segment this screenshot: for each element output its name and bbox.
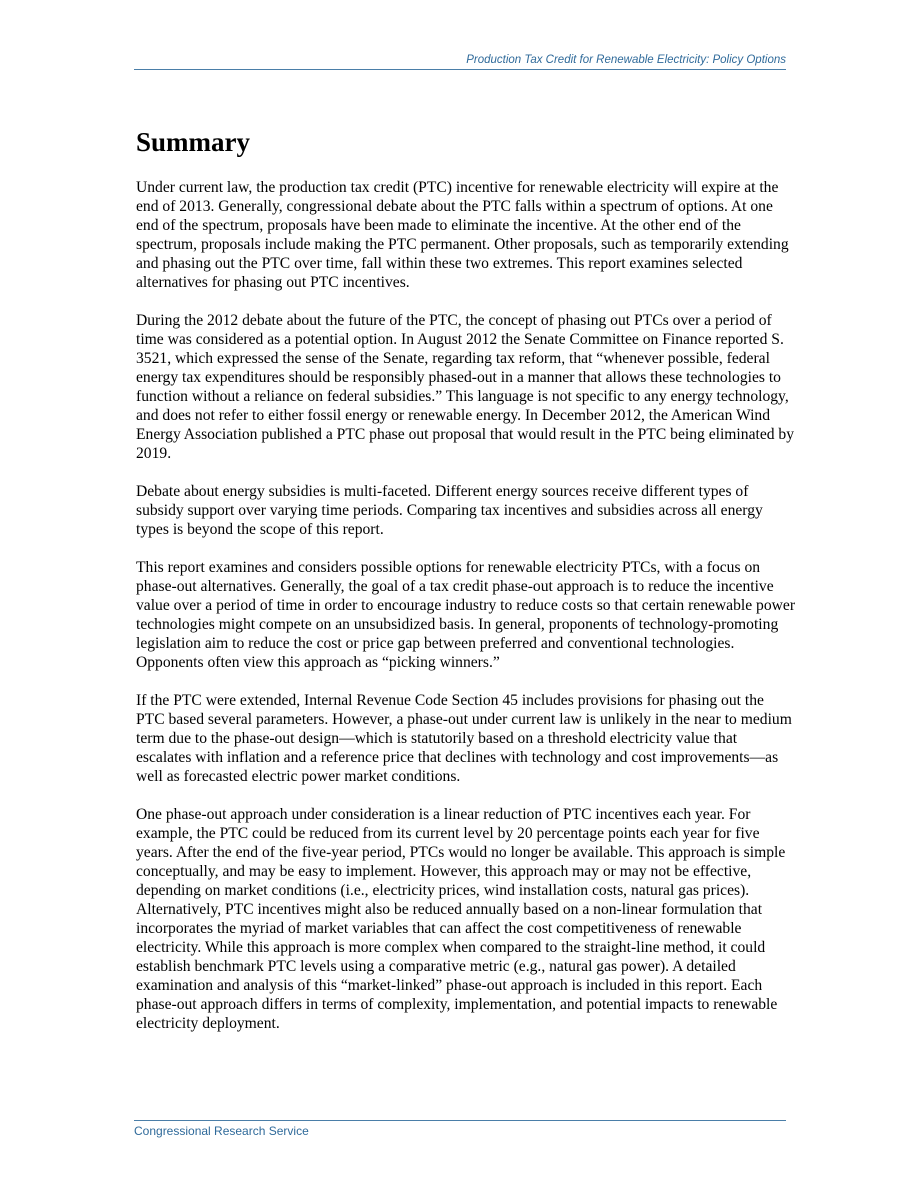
paragraph-2: During the 2012 debate about the future of the PTC, the concept of phasing out PTCs over a period of time was considered as a potential option. In August 2012 the Senate Committee on Finance reported S. 3521, which expressed the sense of the Senate, regarding tax reform, that “whenever possible, federal energy tax expenditures should be responsibly phased-out in a manner that allows these technologies to function without a reliance on federal subsidies.” This language is not specific to any energy technology, and does not refer to either fossil energy or renewable energy. In December 2012, the American Wind Energy Association published a PTC phase out proposal that would result in the PTC being eliminated by 2019. xyxy=(136,312,795,462)
paragraph-5: If the PTC were extended, Internal Revenue Code Section 45 includes provisions for phasing out the PTC based several parameters. However, a phase-out under current law is unlikely in the near to medium term due to the phase-out design—which is statutorily based on a threshold electricity value that escalates with inflation and a reference price that declines with technology and cost improvements—as well as forecasted electric power market conditions. xyxy=(136,692,792,785)
paragraph-3: Debate about energy subsidies is multi-faceted. Different energy sources receive different types of subsidy support over varying time periods. Comparing tax incentives and subsidies across all energy types is beyond the scope of this report. xyxy=(136,483,763,538)
paragraph-1: Under current law, the production tax credit (PTC) incentive for renewable electricity will expire at the end of 2013. Generally, congressional debate about the PTC falls within a spectrum of options. At one end of the spectrum, proposals have been made to eliminate the incentive. At the other end of the spectrum, proposals include making the PTC permanent. Other proposals, such as temporarily extending and phasing out the PTC over time, fall within these two extremes. This report examines selected alternatives for phasing out PTC incentives. xyxy=(136,179,789,291)
footer-organization: Congressional Research Service xyxy=(134,1124,309,1138)
paragraph-4: This report examines and considers possible options for renewable electricity PTCs, with a focus on phase-out alternatives. Generally, the goal of a tax credit phase-out approach is to reduce the incentive value over a period of time in order to encourage industry to reduce costs so that certain renewable power technologies might compete on an unsubsidized basis. In general, proponents of technology-promoting legislation aim to reduce the cost or price gap between preferred and conventional technologies. Opponents often view this approach as “picking winners.” xyxy=(136,559,796,671)
running-header-title: Production Tax Credit for Renewable Electricity: Policy Options xyxy=(466,54,786,66)
paragraph-6: One phase-out approach under consideration is a linear reduction of PTC incentives each year. For example, the PTC could be reduced from its current level by 20 percentage points each year for five years. After the end of the five-year period, PTCs would no longer be available. This approach is simple conceptually, and may be easy to implement. However, this approach may or may not be effective, depending on market conditions (i.e., electricity prices, wind installation costs, natural gas prices). Alternatively, PTC incentives might also be reduced annually based on a non-linear formulation that incorporates the myriad of market variables that can affect the cost competitiveness of renewable electricity. While this approach is more complex when compared to the straight-line method, it could establish benchmark PTC levels using a comparative metric (e.g., natural gas power). A detailed examination and analysis of this “market-linked” phase-out approach is included in this report. Each phase-out approach differs in terms of complexity, implementation, and potential impacts to renewable electricity deployment. xyxy=(136,806,786,1032)
section-title: Summary xyxy=(136,127,250,157)
page-footer xyxy=(134,1120,786,1138)
summary-body xyxy=(136,178,796,1052)
running-header xyxy=(134,53,786,70)
